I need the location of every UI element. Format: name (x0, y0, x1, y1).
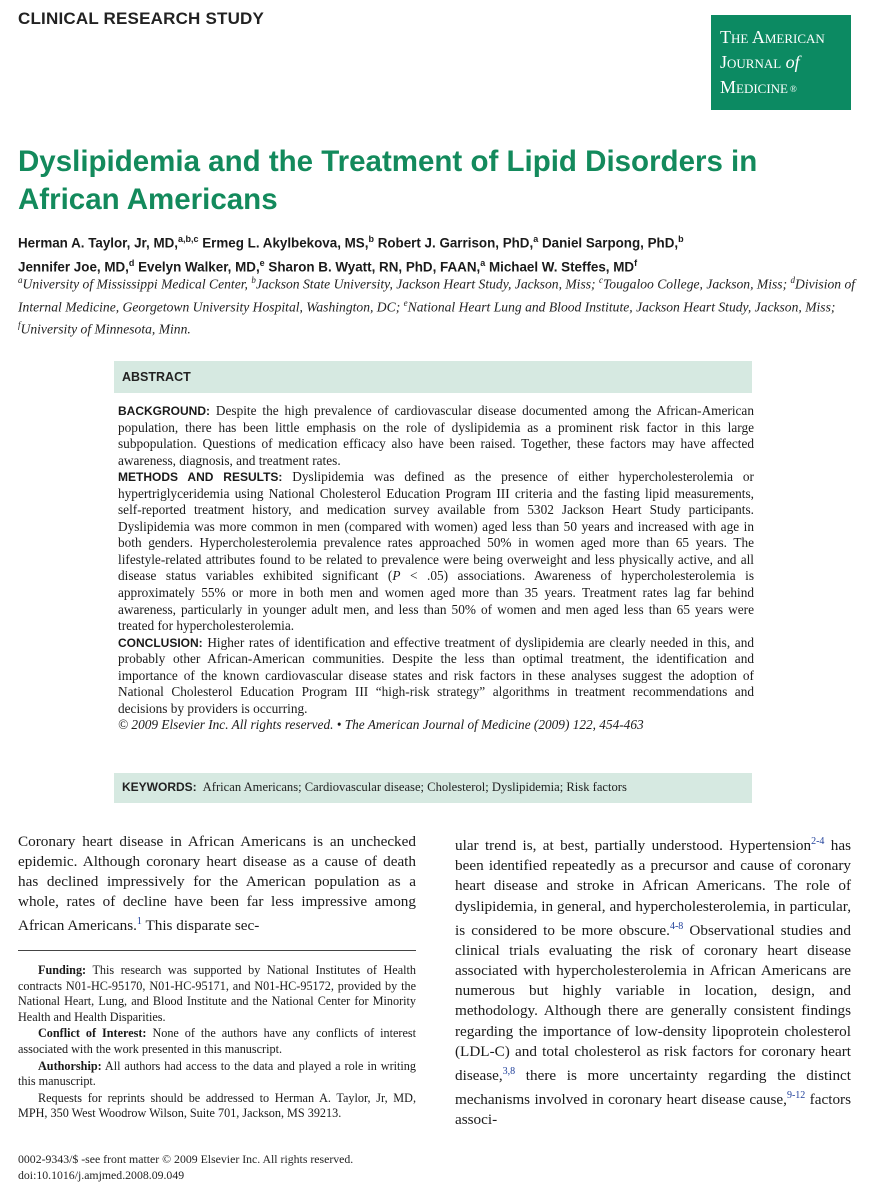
affil-text: Tougaloo College, Jackson, Miss; (602, 276, 791, 292)
footnote-divider (18, 950, 416, 951)
affil-text: Jackson State University, Jackson Heart Study, Jackson, Miss; (255, 276, 599, 292)
body-text: Observational studies and clinical trials evaluating the risk of coronary heart disease associated with hypercholesterolemia in African Americans are numerous but highly variable in location, design, and methodology. Although there are generally consistent findings regarding the importance of low-density lipoprotein cholesterol (LDL-C) and total cholesterol as risk factors for coronary heart disease, (455, 921, 851, 1084)
author-name: Sharon B. Wyatt, RN, PhD, FAAN, (268, 259, 481, 275)
keywords-box (114, 773, 752, 803)
funding-label: Funding: (38, 963, 87, 977)
body-text: This disparate sec- (141, 916, 260, 934)
body-text: factors associ- (455, 1091, 852, 1129)
methods-label: METHODS AND RESULTS: (118, 470, 283, 485)
journal-logo-line3: Medicine (720, 77, 788, 97)
affil-sup: c (598, 275, 603, 285)
footnotes (18, 963, 416, 1123)
body-right-column (455, 832, 851, 1130)
conflict-text: None of the authors have any conflicts of interest associated with the work presented in this manuscript. (18, 1026, 416, 1056)
affil-text: University of Mississippi Medical Center, (22, 276, 252, 292)
authorship-label: Authorship: (38, 1058, 102, 1073)
background-text: Despite the high prevalence of cardiovascular disease documented among the African-American population, there has been little emphasis on the role of dyslipidemia as a prominent risk factor in this large subpopulation. Questions of medication efficacy also have been raised. Together, these factors may have affected awareness, diagnosis, and treatment rates. (118, 403, 754, 468)
author-affil-sup: f (634, 258, 638, 269)
affil-sup: d (790, 275, 795, 285)
citation-link[interactable]: 4-8 (669, 920, 684, 932)
journal-logo-line2a: Journal (720, 52, 782, 72)
conflict-label: Conflict of Interest: (38, 1026, 147, 1041)
body-text: ular trend is, at best, partially understood. Hypertension (455, 837, 812, 855)
doi-link[interactable]: doi:10.1016/j.amjmed.2008.09.049 (18, 1167, 185, 1182)
abstract-heading: ABSTRACT (114, 361, 752, 393)
section-label: CLINICAL RESEARCH STUDY (18, 9, 265, 28)
affil-sup: e (403, 297, 408, 308)
article-title: Dyslipidemia and the Treatment of Lipid Disorders in African Americans (18, 145, 758, 216)
author-affil-sup: d (128, 258, 135, 269)
abstract-background (118, 403, 754, 469)
authorship-note (18, 1059, 416, 1090)
journal-logo-line1: The American (720, 27, 825, 47)
keywords-label: KEYWORDS: (122, 780, 197, 794)
body-text: has been identified repeatedly as a precursor and cause of coronary heart disease and stroke in African Americans. The role of dyslipidemia, in general, and hypercholesterolemia, in particular, is considered to be more obscure. (455, 837, 852, 939)
front-matter-line: 0002-9343/$ -see front matter © 2009 Elsevier Inc. All rights reserved. (18, 1152, 354, 1166)
conclusion-text: Higher rates of identification and effective treatment of dyslipidemia are clearly needed in this, and probably other African-American communities. Despite the less than optimal treatment, the identification and importance of the known cardiovascular disease states and risk factors in these analyses suggest the adoption of National Cholesterol Education Program III “high-risk strategy” algorithms in treatment recommendations and decisions by providers is occurring. (118, 634, 754, 716)
author-affil-sup: b (678, 234, 684, 244)
journal-logo (711, 15, 851, 110)
conclusion-label: CONCLUSION: (118, 635, 203, 650)
front-matter-note (18, 1152, 438, 1183)
author-affil-sup: a (480, 258, 486, 269)
keywords-text: African Americans; Cardiovascular disease; Cholesterol; Dyslipidemia; Risk factors (202, 780, 627, 794)
reprints-note: Requests for reprints should be addressed to Herman A. Taylor, Jr, MD, MPH, 350 West Woodrow Wilson, Suite 701, Jackson, MS 39213. (18, 1090, 416, 1121)
citation-link[interactable]: 1 (136, 915, 142, 927)
methods-p-symbol: P (392, 568, 401, 584)
registered-mark: ® (790, 84, 797, 94)
affiliations (18, 271, 858, 339)
abstract-methods (118, 469, 754, 634)
author-name: Evelyn Walker, MD, (138, 259, 260, 275)
author-affil-sup: e (259, 258, 265, 269)
author-name: Robert J. Garrison, PhD, (377, 235, 534, 251)
affil-text: Division of Internal Medicine, Georgetown University Hospital, Washington, DC; (18, 276, 856, 315)
author-name: Daniel Sarpong, PhD, (541, 235, 679, 251)
body-left-column (18, 832, 416, 936)
journal-logo-line2b: of (785, 52, 800, 72)
author-name: Ermeg L. Akylbekova, MS, (202, 235, 369, 251)
background-label: BACKGROUND: (118, 404, 210, 418)
body-text: there is more uncertainty regarding the distinct mechanisms involved in coronary heart disease cause, (455, 1066, 851, 1109)
methods-text-cont: < .05) associations. Awareness of hypercholesterolemia is approximately 55% or more in both men and women aged more than 35 years. Treatment rates lag far behind awareness, particularly in younger adult men, and less than 50% of women and men aged less than 65 years were treated for hypercholesterolemia. (118, 568, 754, 634)
affil-text: University of Minnesota, Minn. (20, 321, 191, 337)
author-name: Herman A. Taylor, Jr, MD, (18, 235, 178, 251)
author-name: Michael W. Steffes, MD (488, 259, 635, 275)
author-affil-sup: a,b,c (178, 234, 199, 244)
authorship-text: All authors had access to the data and played a role in writing this manuscript. (18, 1058, 416, 1089)
body-text: Coronary heart disease in African Americans is an unchecked epidemic. Although coronary heart disease as a cause of death has declined impressively for the American population as a whole, rates of decline have been far less impressive among African Americans. (18, 833, 416, 934)
affil-sup: a (18, 275, 23, 285)
funding-note (18, 963, 416, 1025)
methods-text: Dyslipidemia was defined as the presence of either hypercholesterolemia or hypertriglyceridemia using National Cholesterol Education Program III criteria and the fasting lipid measurements, self-reported treatment history, and medication survey available from 5302 Jackson Heart Study participants. Dyslipidemia was more common in men (compared with women) aged less than 50 years and increased with age in both genders. Hypercholesterolemia prevalence rates approached 50% in women aged more than 65 years. The lifestyle-related attributes found to be related to prevalence were being overweight and less physically active, and all disease status variables exhibited significant ( (118, 469, 754, 584)
affil-text: National Heart Lung and Blood Institute, Jackson Heart Study, Jackson, Miss; (407, 299, 836, 315)
affil-sup: f (18, 320, 21, 331)
abstract-body (118, 403, 754, 734)
abstract-conclusion (118, 635, 754, 718)
funding-text: This research was supported by National Institutes of Health contracts N01-HC-95170, N01-HC-95171, and N01-HC-95172, provided by the National Heart, Lung, and Blood Institute and the National Center for Minority Health and Health Disparities. (18, 963, 416, 1024)
author-name: Jennifer Joe, MD, (18, 259, 129, 275)
affil-sup: b (251, 275, 256, 285)
author-affil-sup: a (533, 234, 539, 244)
author-affil-sup: b (368, 234, 374, 244)
citation-link[interactable]: 9-12 (786, 1090, 806, 1102)
conflict-note (18, 1026, 416, 1057)
copyright-line: © 2009 Elsevier Inc. All rights reserved. • The American Journal of Medicine (2009) 122, 454-463 (118, 717, 644, 733)
citation-link[interactable]: 2-4 (811, 836, 825, 847)
citation-link[interactable]: 3,8 (502, 1065, 516, 1077)
